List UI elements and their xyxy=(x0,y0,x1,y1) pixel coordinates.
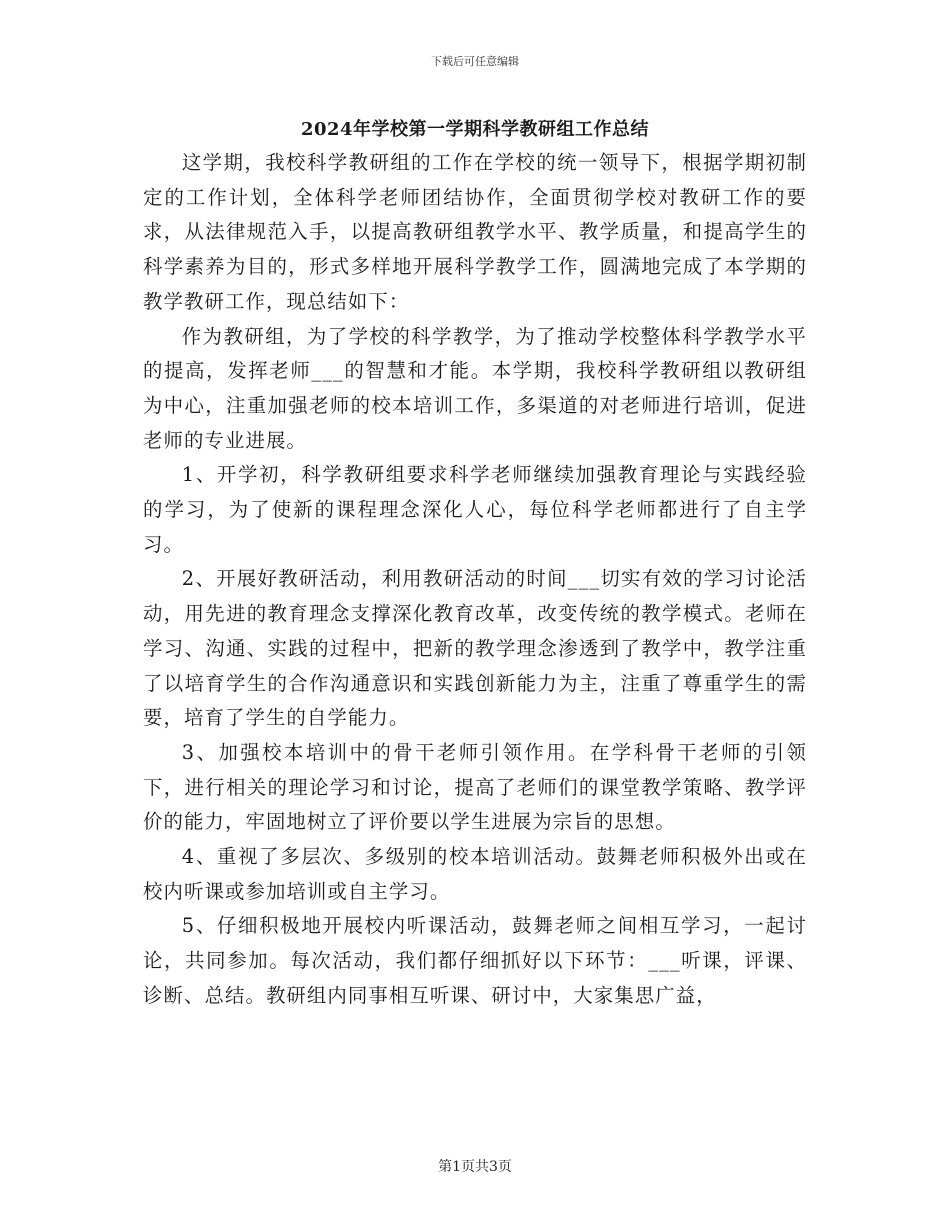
header-note: 下载后可任意编辑 xyxy=(431,55,519,68)
paragraph-intro: 这学期，我校科学教研组的工作在学校的统一领导下，根据学期初制定的工作计划，全体科学老师团结协作，全面贯彻学校对教研工作的要求，从法律规范入手，以提高教研组教学水平、教学质量，和提高学生的科学素养为目的，形式多样地开展科学教学工作，圆满地完成了本学期的教学教研工作，现总结如下： xyxy=(143,151,807,313)
paragraph-item-2: 2、开展好教研活动，利用教研活动的时间___切实有效的学习讨论活动，用先进的教育理念支撑深化教育改革，改变传统的教学模式。老师在学习、沟通、实践的过程中，把新的教学理念渗透到了教学中，教学注重了以培育学生的合作沟通意识和实践创新能力为主，注重了尊重学生的需要，培育了学生的自学能力。 xyxy=(143,567,807,730)
page-number: 第1页共3页 xyxy=(438,1159,512,1175)
document-body xyxy=(143,146,807,1014)
paragraph-overview: 作为教研组，为了学校的科学教学，为了推动学校整体科学教学水平的提高，发挥老师___的智慧和才能。本学期，我校科学教研组以教研组为中心，注重加强老师的校本培训工作，多渠道的对老师进行培训，促进老师的专业进展。 xyxy=(143,324,807,452)
paragraph-item-3: 3、加强校本培训中的骨干老师引领作用。在学科骨干老师的引领下，进行相关的理论学习和讨论，提高了老师们的课堂教学策略、教学评价的能力，牢固地树立了评价要以学生进展为宗旨的思想。 xyxy=(143,740,807,834)
paragraph-item-4: 4、重视了多层次、多级别的校本培训活动。鼓舞老师积极外出或在校内听课或参加培训或自主学习。 xyxy=(143,845,807,903)
paragraph-item-1: 1、开学初，科学教研组要求科学老师继续加强教育理论与实践经验的学习，为了使新的课程理念深化人心，每位科学老师都进行了自主学习。 xyxy=(143,463,807,556)
document-title: 2024年学校第一学期科学教研组工作总结 xyxy=(300,119,650,140)
paragraph-item-5: 5、仔细积极地开展校内听课活动，鼓舞老师之间相互学习，一起讨论，共同参加。每次活动，我们都仔细抓好以下环节：___听课，评课、诊断、总结。教研组内同事相互听课、研讨中，大家集思广益， xyxy=(143,914,807,1007)
